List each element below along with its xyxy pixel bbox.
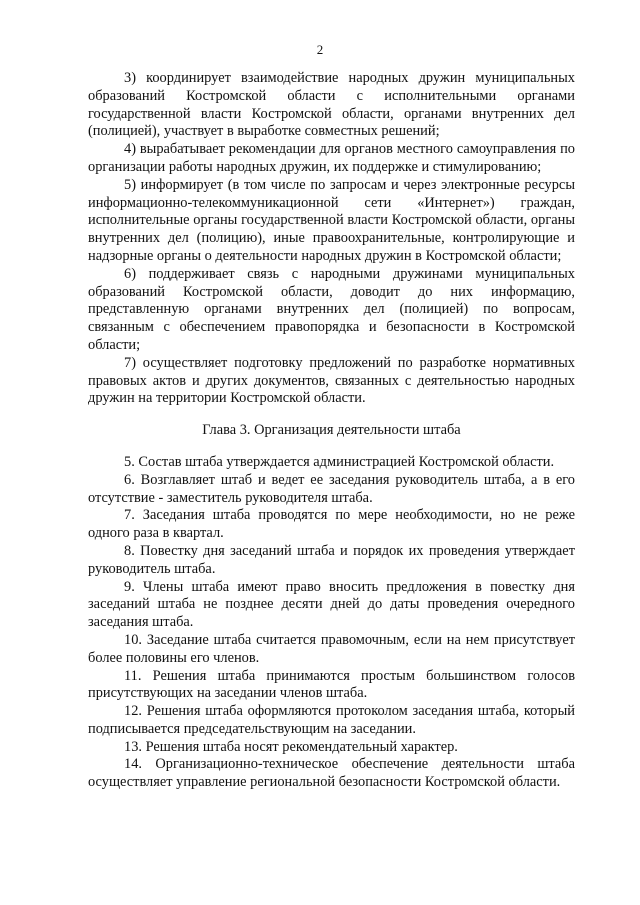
paragraph-clause-13: 13. Решения штаба носят рекомендательный характер. xyxy=(124,738,458,755)
paragraph-item-4: 4) вырабатывает рекомендации для органов местного самоуправления по организации работы народных дружин, их поддержке и стимулированию; xyxy=(88,141,575,175)
paragraph-clause-5: 5. Состав штаба утверждается администрацией Костромской области. xyxy=(124,453,555,470)
chapter-heading: Глава 3. Организация деятельности штаба xyxy=(202,422,461,439)
document-body xyxy=(88,70,575,792)
paragraph-item-5: 5) информирует (в том числе по запросам и через электронные ресурсы информационно-телекоммуникационной сети «Интернет») граждан, исполнительные органы государственной власти Костромской области, органы внутренних дел (полицию), иные правоохранительные, контролирующие и надзорные органы о деятельности народных дружин в Костромской области; xyxy=(88,176,575,264)
paragraph-clause-10: 10. Заседание штаба считается правомочным, если на нем присутствует более половины его членов. xyxy=(88,631,575,666)
page-number: 2 xyxy=(316,42,324,57)
paragraph-item-7: 7) осуществляет подготовку предложений по разработке нормативных правовых актов и других документов, связанных с деятельностью народных дружин на территории Костромской области. xyxy=(88,354,575,407)
paragraph-clause-11: 11. Решения штаба принимаются простым большинством голосов присутствующих на заседании членов штаба. xyxy=(88,667,575,702)
paragraph-clause-9: 9. Члены штаба имеют право вносить предложения в повестку дня заседаний штаба не позднее десяти дней до даты проведения очередного заседания штаба. xyxy=(88,578,575,631)
paragraph-clause-12: 12. Решения штаба оформляются протоколом заседания штаба, который подписывается председательствующим на заседании. xyxy=(88,703,575,737)
paragraph-clause-14: 14. Организационно-техническое обеспечение деятельности штаба осуществляет управление региональной безопасности Костромской области. xyxy=(88,756,575,791)
paragraph-clause-8: 8. Повестку дня заседаний штаба и порядок их проведения утверждает руководитель штаба. xyxy=(88,542,575,577)
paragraph-clause-6: 6. Возглавляет штаб и ведет ее заседания руководитель штаба, а в его отсутствие - заместитель руководителя штаба. xyxy=(88,471,575,506)
paragraph-clause-7: 7. Заседания штаба проводятся по мере необходимости, но не реже одного раза в квартал. xyxy=(88,507,575,542)
paragraph-item-6: 6) поддерживает связь с народными дружинами муниципальных образований Костромской области, доводит до них информацию, представленную органами внутренних дел (полицией) по вопросам, связанным с обеспечением правопорядка и безопасности в Костромской области; xyxy=(88,265,575,353)
paragraph-item-3: 3) координирует взаимодействие народных дружин муниципальных образований Костромской области с исполнительными органами государственной власти Костромской области, органами внутренних дел (полицией), участвует в выработке совместных решений; xyxy=(88,70,575,140)
